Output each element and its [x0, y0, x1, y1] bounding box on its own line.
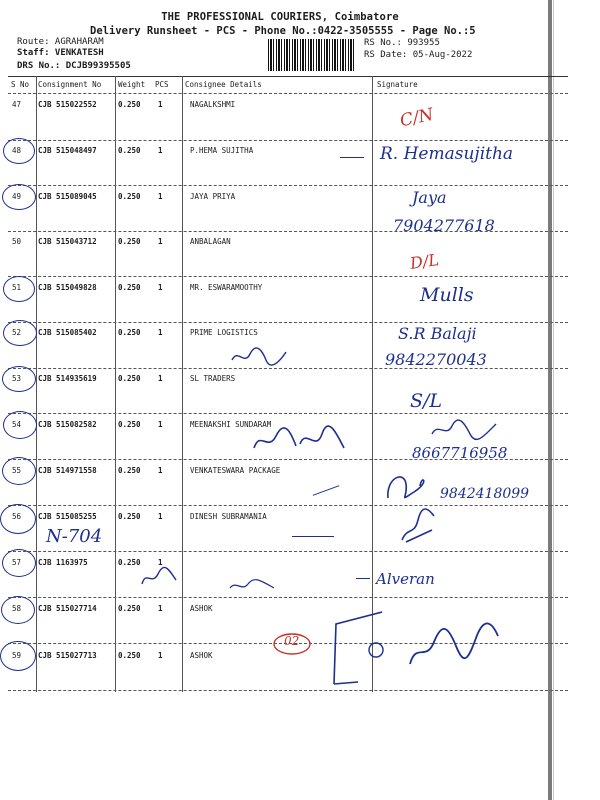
row-sno: 48 — [12, 146, 22, 155]
handwritten-signature: Alveran — [376, 570, 435, 588]
column-divider — [372, 76, 373, 692]
row-consignment: CJB 515027714 — [38, 604, 97, 613]
pen-dash — [356, 578, 370, 579]
row-consignment: CJB 515027713 — [38, 651, 97, 660]
row-sno: 50 — [12, 237, 22, 246]
col-header-sno: S No — [11, 80, 30, 89]
scribble-mark — [398, 506, 438, 546]
handwritten-phone: 8667716958 — [412, 444, 508, 462]
row-pcs: 1 — [158, 512, 163, 521]
row-consignee: PRIME LOGISTICS — [190, 328, 258, 337]
document-title: THE PROFESSIONAL COURIERS, Coimbatore — [161, 11, 399, 23]
scribble-mark — [384, 468, 424, 504]
handdrawn-circle — [0, 504, 36, 534]
handwritten-signature: S/L — [410, 390, 443, 412]
row-weight: 0.250 — [118, 466, 141, 475]
scribble-mark — [140, 564, 180, 590]
col-header-consignment: Consignment No — [38, 80, 102, 89]
pen-dash — [313, 485, 340, 496]
staff-label: Staff: VENKATESH — [17, 48, 104, 58]
col-header-consignee: Consignee Details — [185, 80, 262, 89]
handdrawn-circle — [3, 276, 35, 302]
row-consignee: VENKATESWARA PACKAGE — [190, 466, 281, 475]
drs-number: DRS No.: DCJB99395505 — [17, 61, 131, 71]
row-pcs: 1 — [158, 192, 163, 201]
page-edge — [548, 0, 552, 800]
page-edge-shadow — [553, 0, 554, 800]
row-sno: 47 — [12, 100, 22, 109]
handwritten-signature: Jaya — [412, 188, 447, 207]
table-bottom-border — [8, 690, 568, 691]
row-sno: 58 — [12, 604, 22, 613]
row-pcs: 1 — [158, 558, 163, 567]
row-weight: 0.250 — [118, 651, 141, 660]
handwritten-cn-note: C/N — [398, 104, 436, 132]
row-weight: 0.250 — [118, 192, 141, 201]
scribble-mark — [228, 578, 278, 594]
row-weight: 0.250 — [118, 283, 141, 292]
row-weight: 0.250 — [118, 558, 141, 567]
row-pcs: 1 — [158, 328, 163, 337]
row-weight: 0.250 — [118, 420, 141, 429]
row-sno: 57 — [12, 558, 22, 567]
row-consignee: JAYA PRIYA — [190, 192, 236, 201]
handdrawn-circle — [3, 411, 37, 439]
col-header-signature: Signature — [377, 80, 418, 89]
row-consignment: CJB 515085255 — [38, 512, 97, 521]
row-weight: 0.250 — [118, 374, 141, 383]
handwritten-code: 02 — [284, 634, 300, 648]
row-pcs: 1 — [158, 237, 163, 246]
row-divider — [8, 185, 568, 186]
handdrawn-circle — [0, 641, 36, 671]
row-consignment: CJB 515022552 — [38, 100, 97, 109]
row-pcs: 1 — [158, 651, 163, 660]
column-divider — [182, 76, 183, 692]
row-consignment: CJB 515049828 — [38, 283, 97, 292]
handdrawn-circle — [2, 549, 36, 577]
row-sno: 51 — [12, 283, 22, 292]
column-divider — [36, 76, 37, 692]
table-top-border — [8, 76, 568, 77]
row-consignment: CJB 515082582 — [38, 420, 97, 429]
column-divider — [115, 76, 116, 692]
row-consignment: CJB 514935619 — [38, 374, 97, 383]
row-divider — [8, 505, 568, 506]
scribble-mark — [230, 346, 290, 368]
row-consignment: CJB 515085402 — [38, 328, 97, 337]
handdrawn-circle — [3, 138, 35, 164]
row-pcs: 1 — [158, 420, 163, 429]
route-label: Route: AGRAHARAM — [17, 37, 104, 47]
handwritten-signature: Mulls — [420, 284, 474, 306]
row-consignment: CJB 515048497 — [38, 146, 97, 155]
row-weight: 0.250 — [118, 512, 141, 521]
row-consignee: ANBALAGAN — [190, 237, 231, 246]
handdrawn-circle — [1, 596, 35, 624]
row-sno: 59 — [12, 651, 22, 660]
row-consignee: DINESH SUBRAMANIA — [190, 512, 267, 521]
row-weight: 0.250 — [118, 604, 141, 613]
row-divider — [8, 413, 568, 414]
row-consignee: ASHOK — [190, 651, 213, 660]
handwritten-signature: R. Hemasujitha — [380, 144, 514, 164]
handwritten-phone: 7904277618 — [393, 216, 495, 235]
scribble-mark — [250, 424, 350, 456]
row-sno: 52 — [12, 328, 22, 337]
row-pcs: 1 — [158, 604, 163, 613]
row-weight: 0.250 — [118, 237, 141, 246]
row-consignment: CJB 515089045 — [38, 192, 97, 201]
pen-dash — [292, 536, 334, 537]
row-consignee: SL TRADERS — [190, 374, 236, 383]
col-header-weight: Weight — [118, 80, 146, 89]
row-consignment: CJB 514971558 — [38, 466, 97, 475]
row-divider — [8, 551, 568, 552]
row-sno: 56 — [12, 512, 22, 521]
barcode — [268, 39, 356, 71]
row-consignee: P.HEMA SUJITHA — [190, 146, 254, 155]
document-subtitle: Delivery Runsheet - PCS - Phone No.:0422-3505555 - Page No.:5 — [90, 25, 476, 37]
row-pcs: 1 — [158, 374, 163, 383]
handdrawn-circle — [2, 457, 36, 485]
row-sno: 55 — [12, 466, 22, 475]
row-consignment: CJB 1163975 — [38, 558, 88, 567]
row-sno: 49 — [12, 192, 22, 201]
row-sno: 53 — [12, 374, 22, 383]
handwritten-flat-number: N-704 — [46, 526, 103, 547]
handdrawn-circle — [2, 366, 36, 392]
row-consignment: CJB 515043712 — [38, 237, 97, 246]
seal-bracket-mark — [330, 606, 390, 690]
rs-number: RS No.: 993955 — [364, 38, 440, 48]
pen-dash — [340, 157, 364, 158]
scribble-mark — [404, 612, 504, 672]
header-divider — [8, 93, 568, 94]
row-weight: 0.250 — [118, 328, 141, 337]
row-pcs: 1 — [158, 283, 163, 292]
col-header-pcs: PCS — [155, 80, 169, 89]
row-pcs: 1 — [158, 466, 163, 475]
row-divider — [8, 322, 568, 323]
row-pcs: 1 — [158, 100, 163, 109]
handwritten-signature: S.R Balaji — [398, 324, 477, 343]
handdrawn-circle — [3, 320, 37, 346]
row-consignee: NAGALKSHMI — [190, 100, 236, 109]
row-divider — [8, 276, 568, 277]
row-weight: 0.250 — [118, 100, 141, 109]
handwritten-phone: 9842418099 — [440, 486, 530, 502]
row-consignee: MEENAKSHI SUNDARAM — [190, 420, 272, 429]
row-sno: 54 — [12, 420, 22, 429]
handwritten-dl-note: D/L — [408, 250, 441, 273]
row-consignee: ASHOK — [190, 604, 213, 613]
scribble-mark — [430, 418, 500, 440]
row-pcs: 1 — [158, 146, 163, 155]
row-weight: 0.250 — [118, 146, 141, 155]
row-consignee: MR. ESWARAMOOTHY — [190, 283, 263, 292]
row-divider — [8, 597, 568, 598]
handdrawn-circle — [2, 184, 36, 210]
row-divider — [8, 140, 568, 141]
rs-date: RS Date: 05-Aug-2022 — [364, 50, 473, 60]
handwritten-phone: 9842270043 — [385, 350, 487, 369]
